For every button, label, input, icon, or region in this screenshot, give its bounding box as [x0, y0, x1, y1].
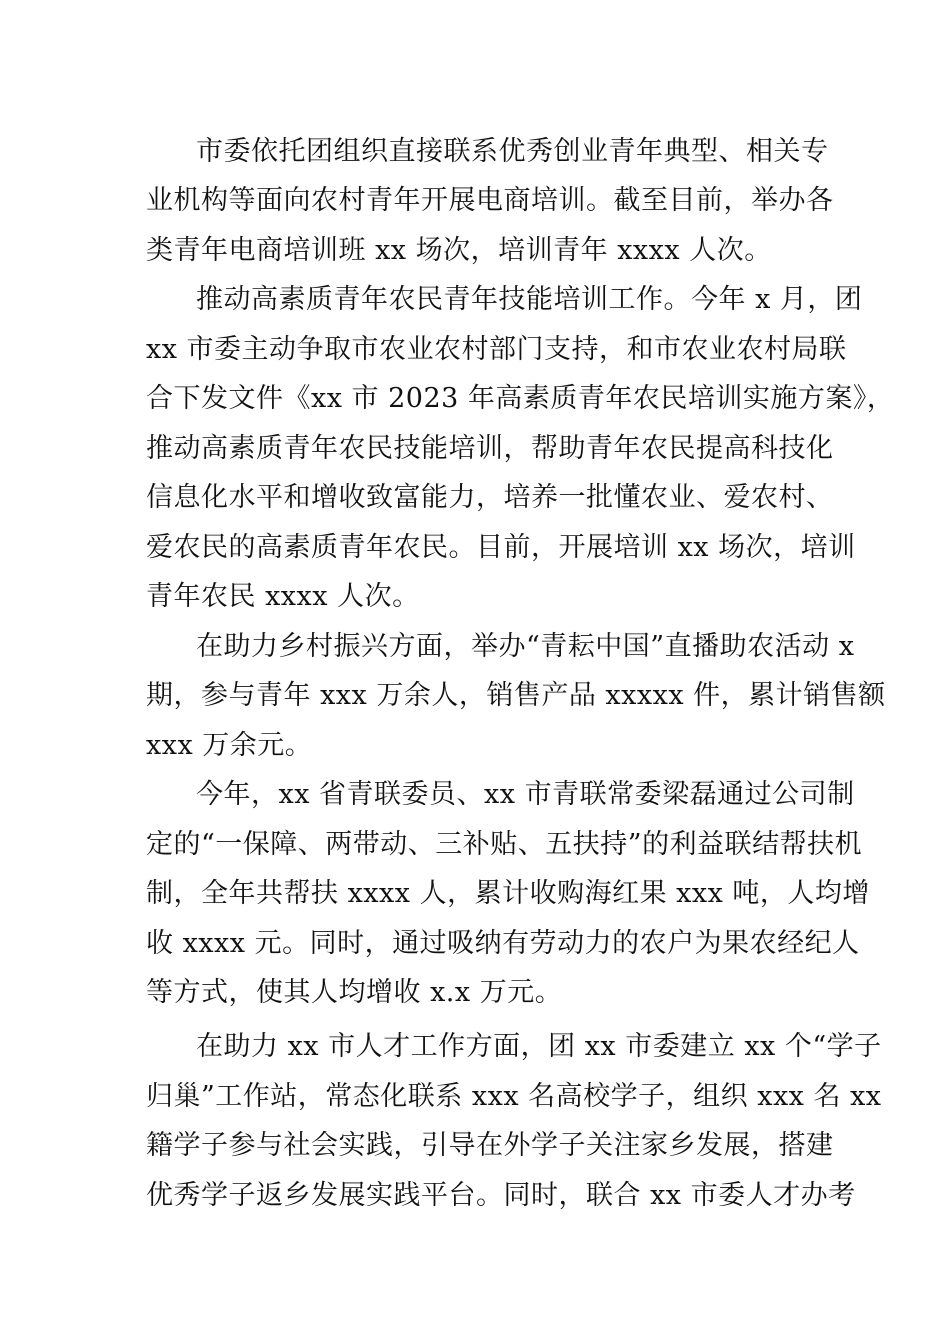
text-line: 期，参与青年 xxx 万余人，销售产品 xxxxx 件，累计销售额 — [146, 680, 886, 711]
text-line: 推动高素质青年农民青年技能培训工作。今年 x 月，团 — [196, 284, 863, 315]
text-line: 归巢”工作站，常态化联系 xxx 名高校学子，组织 xxx 名 xx — [146, 1081, 882, 1112]
text-line: 籍学子参与社会实践，引导在外学子关注家乡发展，搭建 — [146, 1130, 834, 1161]
text-line: xxx 万余元。 — [146, 730, 313, 761]
text-line: 爱农民的高素质青年农民。目前，开展培训 xx 场次，培训 — [146, 532, 856, 563]
text-line: 推动高素质青年农民技能培训，帮助青年农民提高科技化 — [146, 433, 834, 464]
text-line: 今年，xx 省青联委员、xx 市青联常委梁磊通过公司制 — [196, 779, 855, 810]
text-line: 在助力 xx 市人才工作方面，团 xx 市委建立 xx 个“学子 — [196, 1031, 882, 1062]
text-line: 定的“一保障、两带动、三补贴、五扶持”的利益联结帮扶机 — [146, 829, 863, 860]
text-line: 市委依托团组织直接联系优秀创业青年典型、相关专 — [196, 136, 829, 167]
text-line: 收 xxxx 元。同时，通过吸纳有劳动力的农户为果农经纪人 — [146, 928, 860, 959]
text-line: 制，全年共帮扶 xxxx 人，累计收购海红果 xxx 吨，人均增 — [146, 878, 870, 909]
text-line: xx 市委主动争取市农业农村部门支持，和市农业农村局联 — [146, 334, 847, 365]
text-line: 信息化水平和增收致富能力，培养一批懂农业、爱农村、 — [146, 482, 834, 513]
text-line: 等方式，使其人均增收 x.x 万元。 — [146, 977, 563, 1008]
text-line: 优秀学子返乡发展实践平台。同时，联合 xx 市委人才办考 — [146, 1180, 856, 1211]
text-line: 在助力乡村振兴方面，举办“青耘中国”直播助农活动 x — [196, 631, 855, 662]
text-line: 类青年电商培训班 xx 场次，培训青年 xxxx 人次。 — [146, 235, 772, 266]
text-line: 青年农民 xxxx 人次。 — [146, 581, 420, 612]
text-line: 业机构等面向农村青年开展电商培训。截至目前，举办各 — [146, 185, 834, 216]
text-line: 合下发文件《xx 市 2023 年高素质青年农民培训实施方案》， — [146, 383, 895, 414]
